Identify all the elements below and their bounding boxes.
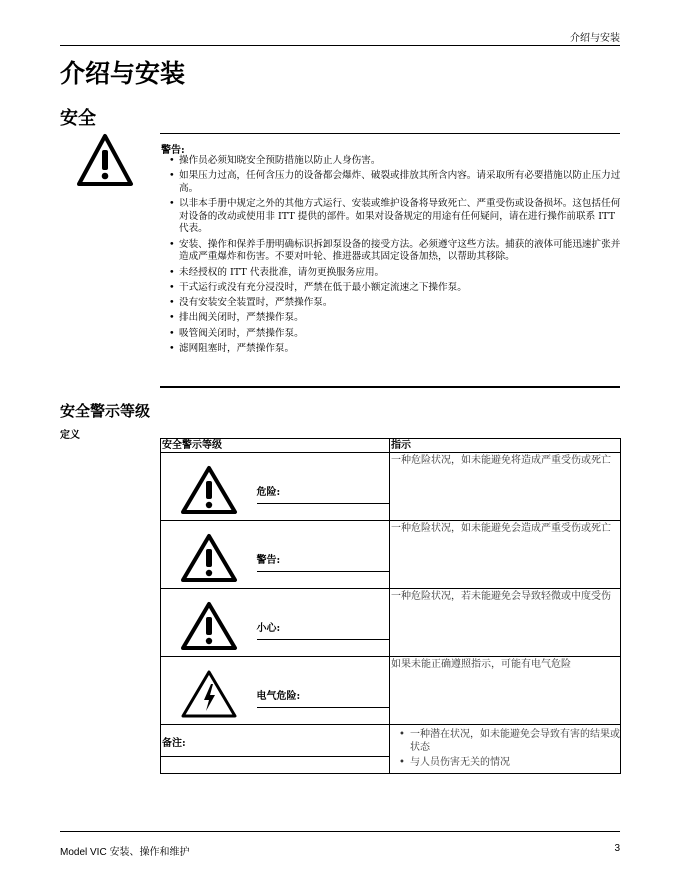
- electrical-hazard-icon: [180, 669, 238, 719]
- warning-triangle-icon: [180, 601, 238, 651]
- warning-item: • 没有安装安全装置时，严禁操作泵。: [161, 297, 621, 310]
- warning-item: • 以非本手册中规定之外的其他方式运行、安装或维护设备将导致死亡、严重受伤或设备损坏。这包括任何对设备的改动或使用非 ITT 提供的部件。如果对设备规定的用途有任何疑问，请在进行操作前联系 ITT 代表。: [161, 198, 621, 236]
- warning-item: • 滤网阻塞时，严禁操作泵。: [161, 343, 621, 356]
- warning-triangle-icon: [76, 133, 134, 187]
- warning-item: • 未经授权的 ITT 代表批准，请勿更换服务应用。: [161, 267, 621, 280]
- warning-item: • 排出阀关闭时，严禁操作泵。: [161, 312, 621, 325]
- warning-triangle-icon: [180, 533, 238, 583]
- running-header: 介绍与安装: [570, 33, 620, 44]
- level-label-electrical: 电气危险:: [256, 691, 301, 702]
- level-desc-warning: 一种危险状况，如未能避免会造成严重受伤或死亡: [390, 521, 621, 589]
- note-item: • 一种潜在状况，如未能避免会导致有害的结果或状态: [390, 728, 620, 754]
- level-label-danger: 危险:: [256, 487, 281, 498]
- warning-triangle-icon: [180, 465, 238, 515]
- warning-title: 警告:: [161, 145, 185, 156]
- page-title: 介绍与安装: [60, 59, 186, 88]
- level-desc-danger: 一种危险状况，如未能避免将造成严重受伤或死亡: [390, 453, 621, 521]
- warning-list: [161, 155, 621, 358]
- header-rule: [60, 45, 620, 46]
- safety-levels-table: [160, 438, 621, 774]
- warning-rule-top: [160, 133, 620, 134]
- level-label-warning: 警告:: [256, 555, 281, 566]
- warning-item: • 安装、操作和保养手册明确标识拆卸泵设备的接受方法。必须遵守这些方法。捕获的液体可能迅速扩张并造成严重爆炸和伤害。不要对叶轮、推进器或其固定设备加热，以帮助其移除。: [161, 239, 621, 264]
- warning-item: • 吸管阀关闭时，严禁操作泵。: [161, 328, 621, 341]
- table-row-electrical: [161, 657, 621, 725]
- footer-doc-title: Model VIC 安装、操作和维护: [60, 847, 190, 858]
- warning-rule-bottom: [160, 386, 620, 388]
- table-row-note: [161, 725, 621, 774]
- section-heading-levels: 安全警示等级: [60, 402, 151, 420]
- page-number: 3: [614, 843, 620, 854]
- table-header-row: [161, 439, 621, 453]
- note-label: 备注:: [162, 738, 186, 749]
- warning-item: • 干式运行或没有充分浸没时，严禁在低于最小额定流速之下操作泵。: [161, 282, 621, 295]
- table-row-danger: [161, 453, 621, 521]
- level-label-caution: 小心:: [256, 623, 281, 634]
- col-header-level: 安全警示等级: [161, 439, 390, 453]
- footer-rule: [60, 831, 620, 832]
- table-row-caution: [161, 589, 621, 657]
- table-row-warning: [161, 521, 621, 589]
- col-header-meaning: 指示: [390, 439, 621, 453]
- note-item: • 与人员伤害无关的情况: [390, 756, 620, 769]
- level-desc-electrical: 如果未能正确遵照指示，可能有电气危险: [390, 657, 621, 725]
- note-list: [390, 725, 620, 769]
- subheading-definitions: 定义: [60, 430, 80, 441]
- level-desc-caution: 一种危险状况，若未能避免会导致轻微或中度受伤: [390, 589, 621, 657]
- warning-item: • 操作员必须知晓安全预防措施以防止人身伤害。: [161, 155, 621, 168]
- warning-item: • 如果压力过高，任何含压力的设备都会爆炸、破裂或排放其所含内容。请采取所有必要措施以防止压力过高。: [161, 170, 621, 195]
- section-heading-safety: 安全: [60, 108, 96, 129]
